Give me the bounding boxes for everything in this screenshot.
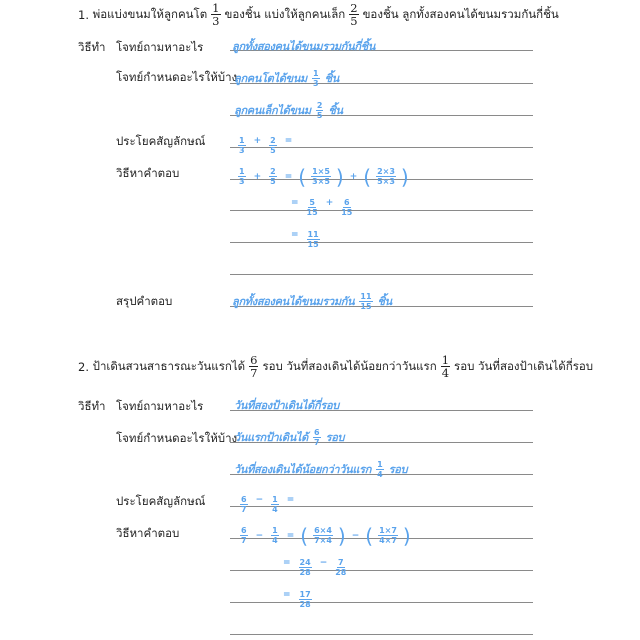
answer-line bbox=[230, 634, 533, 635]
method-label: วิธีทำ bbox=[78, 399, 106, 413]
ask-label: โจทย์ถามหาอะไร bbox=[116, 399, 204, 413]
answer-line bbox=[230, 570, 533, 571]
solve-label: วิธีหาคำตอบ bbox=[116, 166, 180, 180]
fraction: $\frac{2}{5}$ bbox=[350, 1, 358, 28]
sentence-label: ประโยคสัญลักษณ์ bbox=[116, 134, 206, 148]
statement-text: รอบ วันที่สองป้าเดินได้กี่รอบ bbox=[454, 358, 594, 373]
answer-given-2: ลูกคนเล็กได้ขนม 2 5 ชิ้น bbox=[234, 101, 343, 120]
statement-text: รอบ วันที่สองเดินได้น้อยกว่าวันแรก bbox=[262, 358, 437, 373]
given-label: โจทย์กำหนดอะไรให้บ้าง bbox=[116, 70, 238, 84]
problem-number: 2. bbox=[78, 359, 89, 374]
answer-solve-step-2: = $\frac{24}{28}$ − $\frac{7}{28}$ bbox=[283, 558, 347, 577]
answer-given-1: วันแรกป้าเดินได้ 6 7 รอบ bbox=[234, 428, 345, 447]
answer-line bbox=[230, 210, 533, 211]
answer-line bbox=[230, 274, 533, 275]
fraction: $\frac{1}{4}$ bbox=[441, 353, 450, 380]
given-label: โจทย์กำหนดอะไรให้บ้าง bbox=[116, 431, 238, 445]
problem-2-statement bbox=[78, 354, 593, 379]
answer-ask: วันที่สองป้าเดินได้กี่รอบ bbox=[234, 399, 339, 412]
answer-solve-step-3: = $\frac{17}{28}$ bbox=[283, 590, 311, 609]
conclusion-label: สรุปคำตอบ bbox=[116, 294, 173, 308]
statement-text: พ่อแบ่งขนมให้ลูกคนโต bbox=[92, 6, 208, 21]
method-label: วิธีทำ bbox=[78, 40, 106, 54]
fraction: $\frac{6}{7}$ bbox=[250, 353, 258, 380]
answer-ask: ลูกทั้งสองคนได้ขนมรวมกันกี่ชิ้น bbox=[232, 40, 376, 53]
statement-text: ของชิ้น ลูกทั้งสองคนได้ขนมรวมกันกี่ชิ้น bbox=[362, 6, 559, 21]
ask-label: โจทย์ถามหาอะไร bbox=[116, 40, 204, 54]
fraction: $\frac{1}{3}$ bbox=[212, 1, 220, 28]
sentence-label: ประโยคสัญลักษณ์ bbox=[116, 494, 206, 508]
answer-solve-step-2: = $\frac{5}{15}$ + $\frac{6}{15}$ bbox=[291, 198, 353, 217]
problem-1-statement bbox=[78, 2, 559, 27]
answer-sentence: 6 7 − $\frac{1}{4}$ = bbox=[241, 495, 295, 514]
answer-sentence: 1 3 + $\frac{2}{5}$ = bbox=[239, 136, 293, 155]
answer-solve-step-1: 6 7 − $\frac{1}{4}$ = ( 6×4 7×4 ) − ( 1×7 4×7 ) bbox=[241, 523, 411, 548]
solve-label: วิธีหาคำตอบ bbox=[116, 526, 180, 540]
answer-solve-step-3: = $\frac{11}{15}$ bbox=[291, 230, 319, 249]
answer-solve-step-1: 1 3 + $\frac{2}{5}$ = ( 1×5 3×5 ) + ( 2×3 5×3 ) bbox=[239, 164, 409, 189]
problem-number: 1. bbox=[78, 7, 89, 22]
answer-line bbox=[230, 242, 533, 243]
answer-given-1: ลูกคนโตได้ขนม 1 3 ชิ้น bbox=[234, 69, 339, 88]
statement-text: ป้าเดินสวนสาธารณะวันแรกได้ bbox=[92, 358, 246, 373]
answer-given-2: วันที่สองเดินได้น้อยกว่าวันแรก 1 4 รอบ bbox=[234, 460, 408, 479]
statement-text: ของชิ้น แบ่งให้ลูกคนเล็ก bbox=[224, 6, 346, 21]
answer-conclusion: ลูกทั้งสองคนได้ขนมรวมกัน 11 15 ชิ้น bbox=[232, 292, 392, 311]
answer-line bbox=[230, 602, 533, 603]
